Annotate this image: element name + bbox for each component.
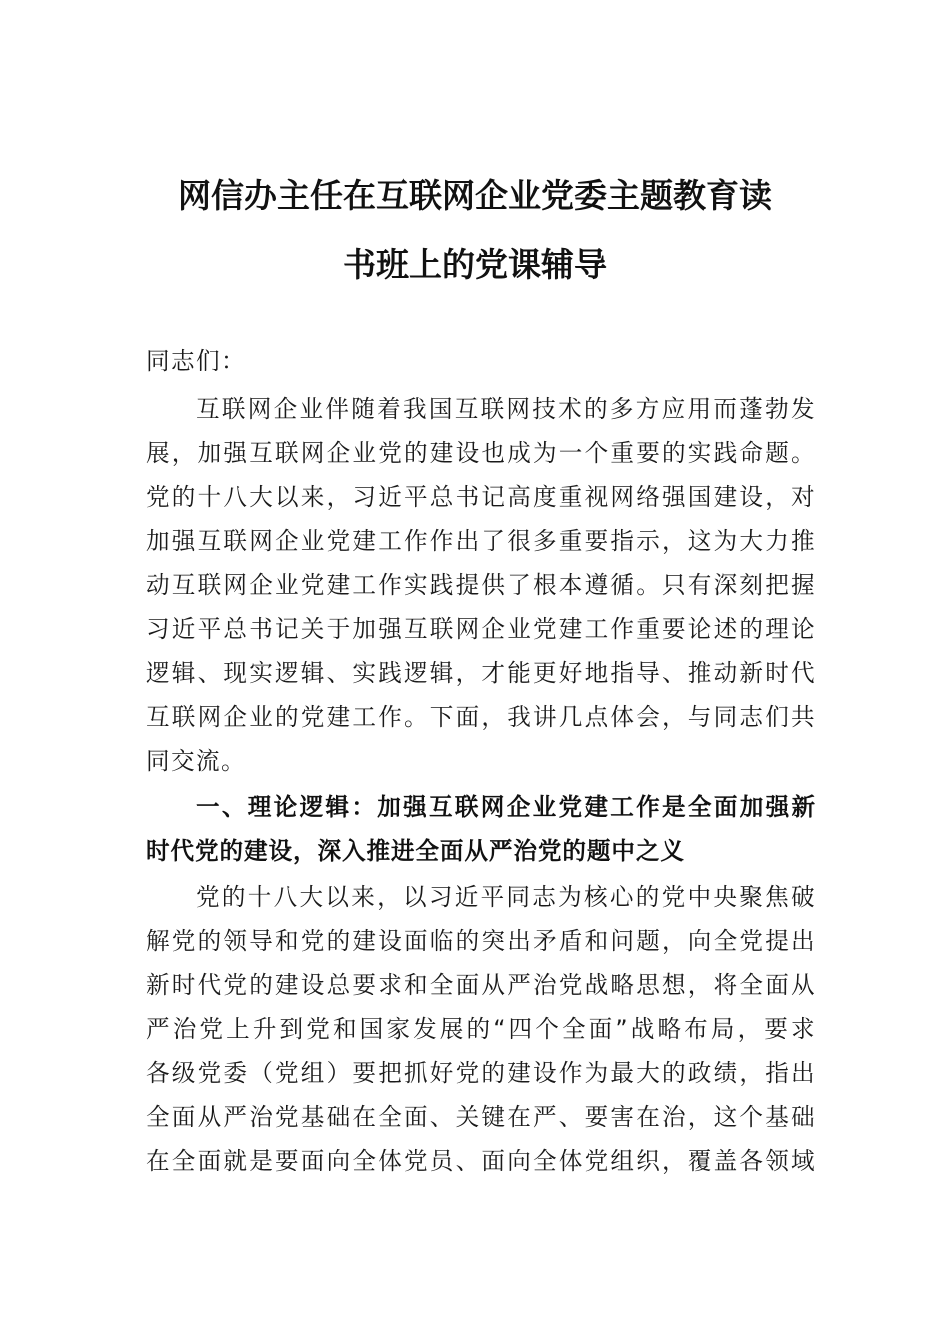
paragraph-1-line: 同交流。: [146, 747, 246, 775]
paragraph-1-line: 党的十八大以来，习近平总书记高度重视网络强国建设，对: [146, 483, 816, 511]
paragraph-1-line: 动互联网企业党建工作实践提供了根本遵循。只有深刻把握: [146, 571, 816, 599]
paragraph-2-line: 在全面就是要面向全体党员、面向全体党组织，覆盖各领域: [146, 1147, 816, 1175]
paragraph-1-line: 展，加强互联网企业党的建设也成为一个重要的实践命题。: [146, 439, 816, 467]
paragraph-2-line: 新时代党的建设总要求和全面从严治党战略思想，将全面从: [146, 971, 816, 999]
paragraph-1-line: 加强互联网企业党建工作作出了很多重要指示，这为大力推: [146, 527, 816, 555]
paragraph-1-line: 互联网企业的党建工作。下面，我讲几点体会，与同志们共: [146, 703, 816, 731]
salutation: 同志们：: [146, 347, 246, 375]
paragraph-2-line: 严治党上升到党和国家发展的“四个全面”战略布局，要求: [146, 1015, 816, 1043]
paragraph-1-line: 逻辑、现实逻辑、实践逻辑，才能更好地指导、推动新时代: [146, 659, 816, 687]
section-1-heading-line: 时代党的建设，深入推进全面从严治党的题中之义: [146, 837, 685, 865]
paragraph-2-line: 解党的领导和党的建设面临的突出矛盾和问题，向全党提出: [146, 927, 816, 955]
paragraph-1-line: 习近平总书记关于加强互联网企业党建工作重要论述的理论: [146, 615, 816, 643]
paragraph-2-line: 全面从严治党基础在全面、关键在严、要害在治，这个基础: [146, 1103, 816, 1131]
paragraph-1-line: 互联网企业伴随着我国互联网技术的多方应用而蓬勃发: [196, 395, 816, 423]
paragraph-2-line: 各级党委（党组）要把抓好党的建设作为最大的政绩，指出: [146, 1059, 816, 1087]
document-title-line-1: 网信办主任在互联网企业党委主题教育读: [178, 176, 772, 215]
paragraph-2-line: 党的十八大以来，以习近平同志为核心的党中央聚焦破: [196, 883, 816, 911]
section-1-heading-line: 一、理论逻辑：加强互联网企业党建工作是全面加强新: [196, 793, 816, 821]
document-title-line-2: 书班上的党课辅导: [343, 245, 607, 284]
